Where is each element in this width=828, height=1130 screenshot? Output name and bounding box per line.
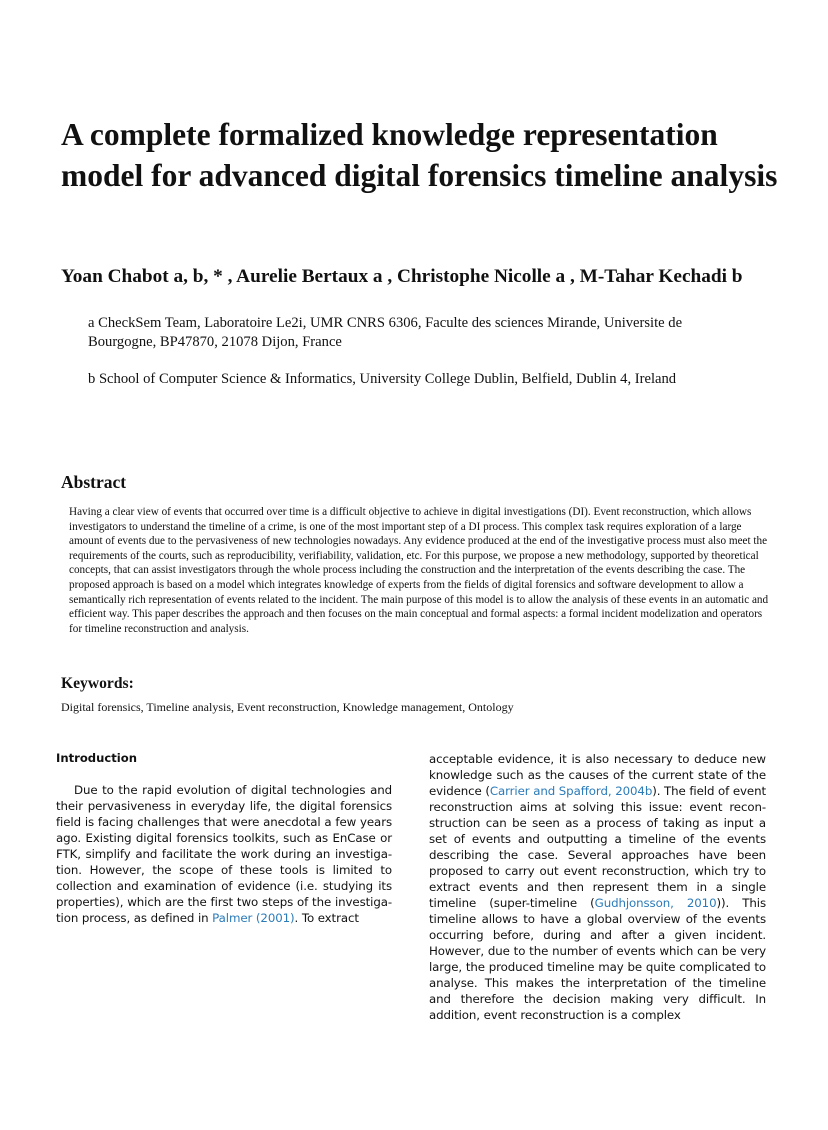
keywords-heading: Keywords: (61, 675, 134, 692)
citation-link-gudhjonsson[interactable]: Gudhjonsson, 2010 (594, 896, 717, 910)
citation-link-carrier[interactable]: Carrier and Spafford, 2004b (489, 784, 653, 798)
abstract-heading: Abstract (61, 472, 127, 492)
intro-text-segment: . To extract (294, 911, 359, 925)
abstract-text: Having a clear view of events that occurred over time is a difficult objective to achieve in digital investigations (DI). Event reconstruction, which allows investigators to understand the timeline of a crime, is one of the most important step of a DI process. This complex task requires exploration of a large amount of events due to the pervasiveness of new technologies nowadays. Any evidence produced at the end of the investigative process must also meet the requirements of the courts, such as reproducibility, verifiability, validation, etc. For this purpose, we propose a new methodology, supported by theoretical concepts, that can assist investigators through the whole process including the construction and the interpretation of the events describing the case. The proposed approach is based on a model which integrates knowledge of experts from the fields of digital forensics and software development to allow a semantically rich representation of events related to the incident. The main purpose of this model is to allow the analysis of these events in an automatic and efficient way. This paper describes the approach and then focuses on the main conceptual and formal aspects: a formal incident modelization and operators for timeline reconstruction and analysis. (69, 506, 769, 635)
intro-text-segment: Due to the rapid evolution of digital technologies and their pervasiveness in everyday life, the digital forensics field is facing challenges that were anecdotal a few years ago. Existing digital forensics toolkits, such as EnCase or FTK, simplify and facilitate the work during an investiga-tion. However, the scope of these tools is limited to collection and examination of evidence (i.e. studying its properties), which are the first two steps of the investiga-tion process, as defined in (56, 783, 392, 925)
introduction-heading: Introduction (56, 751, 137, 765)
intro-text-segment: acceptable evidence, it is also necessary to deduce new knowledge such as the causes of the current state of the evidence ( (429, 752, 766, 798)
introduction-right-column (429, 751, 766, 1023)
citation-link-palmer[interactable]: Palmer (2001) (212, 911, 295, 925)
author-list: Yoan Chabot a, b, * , Aurelie Bertaux a , Christophe Nicolle a , M-Tahar Kechadi b (61, 266, 743, 287)
affiliation-b: b School of Computer Science & Informatics, University College Dublin, Belfield, Dublin 4, Ireland (88, 371, 677, 387)
introduction-left-column (56, 782, 392, 926)
keywords-list: Digital forensics, Timeline analysis, Event reconstruction, Knowledge management, Ontology (61, 700, 514, 714)
paper-title: A complete formalized knowledge representation model for advanced digital forensics timeline analysis (61, 117, 778, 193)
intro-text-segment: ). The field of event reconstruction aims at solving this issue: event recon-struction can be seen as a process of taking as input a set of events and outputting a timeline of the events describing the case. Several approaches have been proposed to carry out event reconstruction, which try to extract events and then represent them in a single timeline (super-timeline ( (429, 784, 766, 910)
affiliation-a: a CheckSem Team, Laboratoire Le2i, UMR CNRS 6306, Faculte des sciences Mirande, Universite de Bourgogne, BP47870, 21078 Dijon, France (88, 315, 683, 350)
intro-text-segment: )). This timeline allows to have a global overview of the events occurring before, during and after a given incident. However, due to the number of events which can be very large, the produced timeline may be quite complicated to analyse. This makes the interpretation of the timeline and therefore the decision making very difficult. In addition, event reconstruction is a complex (429, 896, 766, 1022)
